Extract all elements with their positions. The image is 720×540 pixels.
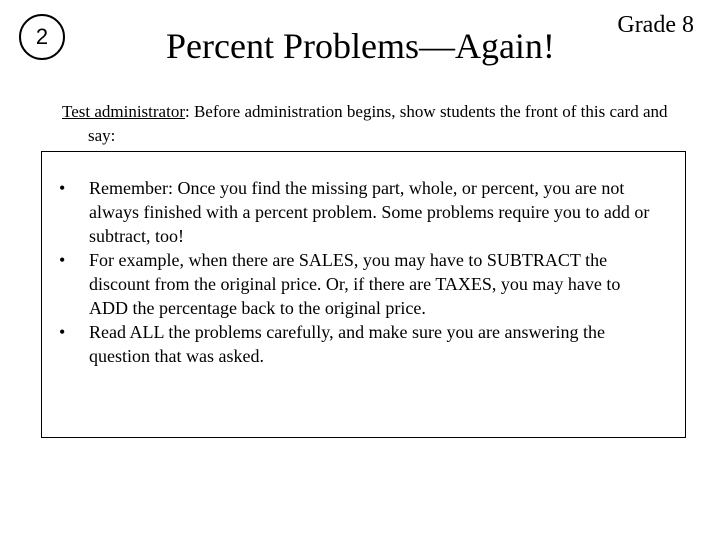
page-title: Percent Problems—Again! xyxy=(166,26,555,66)
script-box xyxy=(41,151,686,438)
bullet-marker: • xyxy=(59,250,66,270)
instructions-text: : Before administration begins, show students the front of this card and say: xyxy=(88,102,668,145)
list-item xyxy=(59,320,659,368)
bullet-marker: • xyxy=(59,322,66,342)
list-item xyxy=(59,176,659,248)
bullet-marker: • xyxy=(59,178,66,198)
instructions-role: Test administrator xyxy=(62,102,185,121)
bullet-text: Remember: Once you find the missing part, whole, or percent, you are not always finished with a percent problem. Some problems require you to add or subtract, too! xyxy=(89,178,650,246)
administrator-instructions xyxy=(62,100,688,148)
bullet-list xyxy=(59,176,659,368)
list-item xyxy=(59,248,659,320)
grade-label: Grade 8 xyxy=(617,12,694,38)
card-number: 2 xyxy=(35,24,49,49)
bullet-text: For example, when there are SALES, you may have to SUBTRACT the discount from the original price. Or, if there are TAXES, you may have to ADD the percentage back to the original price. xyxy=(89,250,621,318)
card-number-badge xyxy=(19,14,65,60)
bullet-text: Read ALL the problems carefully, and make sure you are answering the question that was asked. xyxy=(89,322,605,366)
